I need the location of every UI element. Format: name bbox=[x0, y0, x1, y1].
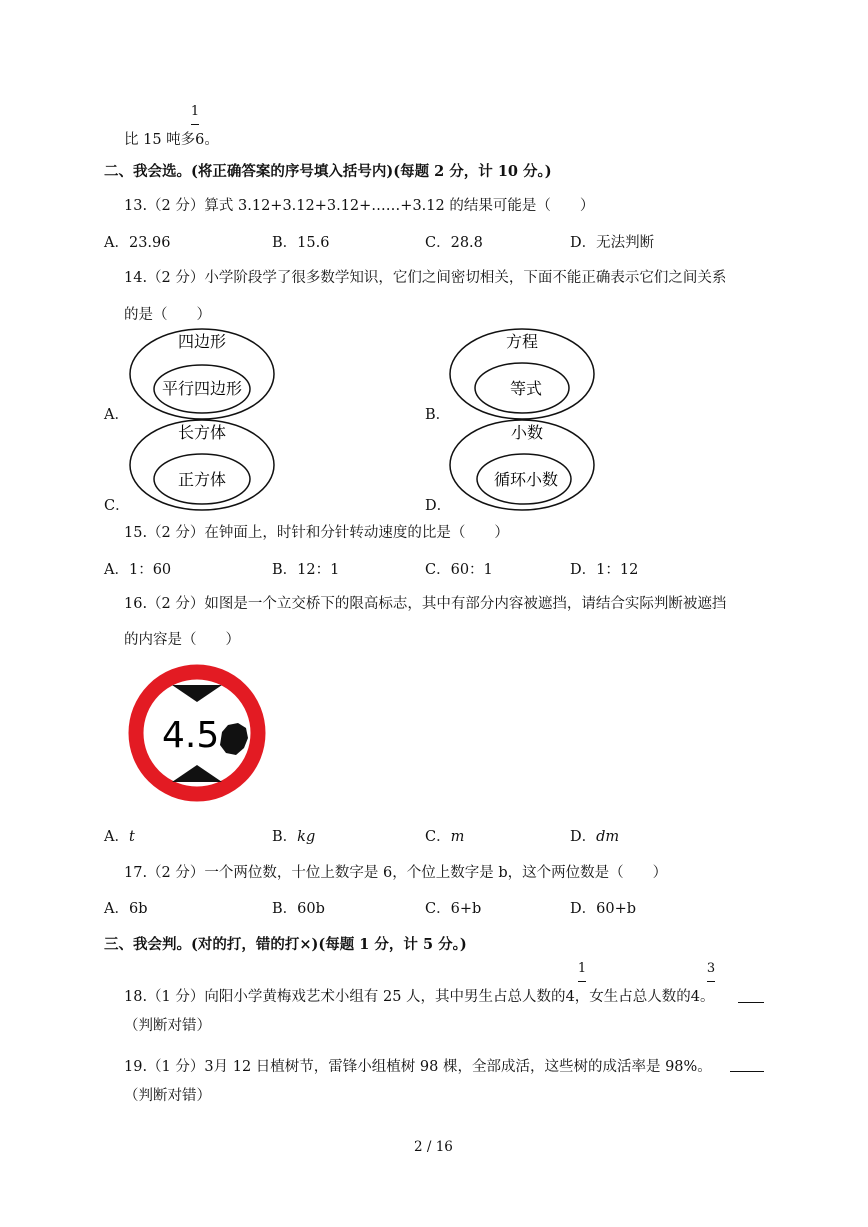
q13-option-c: C．28.8 bbox=[425, 235, 483, 251]
diagram-d bbox=[450, 420, 594, 510]
q18-frac2-num: 3 bbox=[706, 961, 716, 976]
height-limit-sign bbox=[128, 664, 268, 804]
q18-frac1-num: 1 bbox=[577, 961, 587, 976]
q17-option-b: B．60b bbox=[272, 901, 325, 917]
diagram-a bbox=[130, 329, 274, 419]
diagram-c-inner-label: 正方体 bbox=[177, 470, 227, 489]
q14-label-a: A． bbox=[104, 407, 129, 423]
diagram-a-inner-label: 平行四边形 bbox=[161, 379, 243, 398]
diagram-c bbox=[130, 420, 274, 510]
q16-option-d-unit: dm bbox=[596, 829, 620, 845]
q19-answer-blank[interactable] bbox=[730, 1071, 764, 1072]
q12-tail-text: 比 15 吨多 bbox=[124, 132, 196, 148]
q13-option-b: B．15.6 bbox=[272, 235, 330, 251]
q14-label-d: D． bbox=[425, 498, 452, 514]
diagram-b bbox=[450, 329, 594, 419]
q13-stem: 13.（2 分）算式 3.12+3.12+3.12+……+3.12 的结果可能是（ ） bbox=[124, 198, 595, 214]
q17-option-c: C．6+b bbox=[425, 901, 482, 917]
q18-stem-c: 。 bbox=[700, 989, 715, 1005]
q13-option-a: A．23.96 bbox=[104, 235, 171, 251]
q16-stem-line1: 16.（2 分）如图是一个立交桥下的限高标志，其中有部分内容被遮挡，请结合实际判断被遮挡 bbox=[124, 596, 727, 612]
q19-tail: （判断对错） bbox=[124, 1088, 211, 1104]
q15-option-b: B．12：1 bbox=[272, 562, 340, 578]
q13-option-d: D．无法判断 bbox=[570, 235, 655, 251]
q16-option-b-prefix: B． bbox=[272, 829, 298, 845]
q15-option-a: A．1：60 bbox=[104, 562, 172, 578]
q18-answer-blank[interactable] bbox=[738, 1002, 764, 1003]
q15-option-d: D．1：12 bbox=[570, 562, 639, 578]
q12-text bbox=[124, 128, 219, 149]
q14-stem-line2: 的是（ ） bbox=[124, 307, 211, 323]
diagram-d-inner-label: 循环小数 bbox=[493, 470, 559, 489]
q17-stem: 17.（2 分）一个两位数，十位上数字是 6，个位上数字是 b，这个两位数是（ ） bbox=[124, 865, 668, 881]
q18-frac1-den: 4 bbox=[565, 989, 575, 1005]
q18-stem-b: ，女生占总人数的 bbox=[574, 989, 691, 1005]
q16-stem-line2: 的内容是（ ） bbox=[124, 632, 240, 648]
diagram-c-outer-label: 长方体 bbox=[177, 423, 227, 442]
q19-stem: 19.（1 分）3月 12 日植树节，雷锋小组植树 98 棵，全部成活，这些树的成活率是 98%。 bbox=[124, 1059, 712, 1075]
q16-option-c-unit: m bbox=[450, 829, 465, 845]
diagram-a-outer-label: 四边形 bbox=[177, 332, 227, 351]
q18-frac2-line bbox=[707, 981, 715, 982]
diagram-b-inner-label: 等式 bbox=[509, 379, 543, 398]
q12-fraction-line bbox=[191, 124, 199, 125]
q14-label-c: C． bbox=[104, 498, 130, 514]
sign-height-value: 4.5 bbox=[162, 715, 220, 756]
q15-stem: 15.（2 分）在钟面上，时针和分针转动速度的比是（ ） bbox=[124, 525, 509, 541]
q18-frac1-line bbox=[578, 981, 586, 982]
q17-option-a: A．6b bbox=[104, 901, 148, 917]
q18-stem bbox=[124, 985, 715, 1006]
q16-option-c bbox=[425, 825, 464, 846]
q16-option-d bbox=[570, 825, 619, 846]
q12-end: 。 bbox=[204, 132, 219, 148]
q12-fraction-den: 6 bbox=[195, 132, 205, 148]
q14-label-b: B． bbox=[425, 407, 451, 423]
q16-option-d-prefix: D． bbox=[570, 829, 597, 845]
page-number: 2 / 16 bbox=[414, 1139, 453, 1155]
q16-option-a-prefix: A． bbox=[104, 829, 129, 845]
q16-option-a bbox=[104, 825, 135, 846]
q16-option-c-prefix: C． bbox=[425, 829, 451, 845]
q14-stem-line1: 14.（2 分）小学阶段学了很多数学知识，它们之间密切相关，下面不能正确表示它们之间关系 bbox=[124, 270, 727, 286]
diagram-d-outer-label: 小数 bbox=[510, 423, 544, 442]
q17-option-d: D．60+b bbox=[570, 901, 637, 917]
q16-option-b bbox=[272, 825, 315, 846]
q18-stem-a: 18.（1 分）向阳小学黄梅戏艺术小组有 25 人，其中男生占总人数的 bbox=[124, 989, 566, 1005]
diagram-b-outer-label: 方程 bbox=[505, 332, 539, 351]
q12-fraction-num: 1 bbox=[190, 104, 200, 119]
section3-title: 三、我会判。(对的打，错的打×)(每题 1 分，计 5 分。) bbox=[104, 936, 467, 953]
q16-option-b-unit: kg bbox=[297, 829, 316, 845]
q18-tail: （判断对错） bbox=[124, 1018, 211, 1034]
section2-title: 二、我会选。(将正确答案的序号填入括号内)(每题 2 分，计 10 分。) bbox=[104, 163, 552, 180]
q15-option-c: C．60：1 bbox=[425, 562, 493, 578]
q18-frac2-den: 4 bbox=[690, 989, 701, 1005]
q16-option-a-unit: t bbox=[128, 829, 135, 845]
